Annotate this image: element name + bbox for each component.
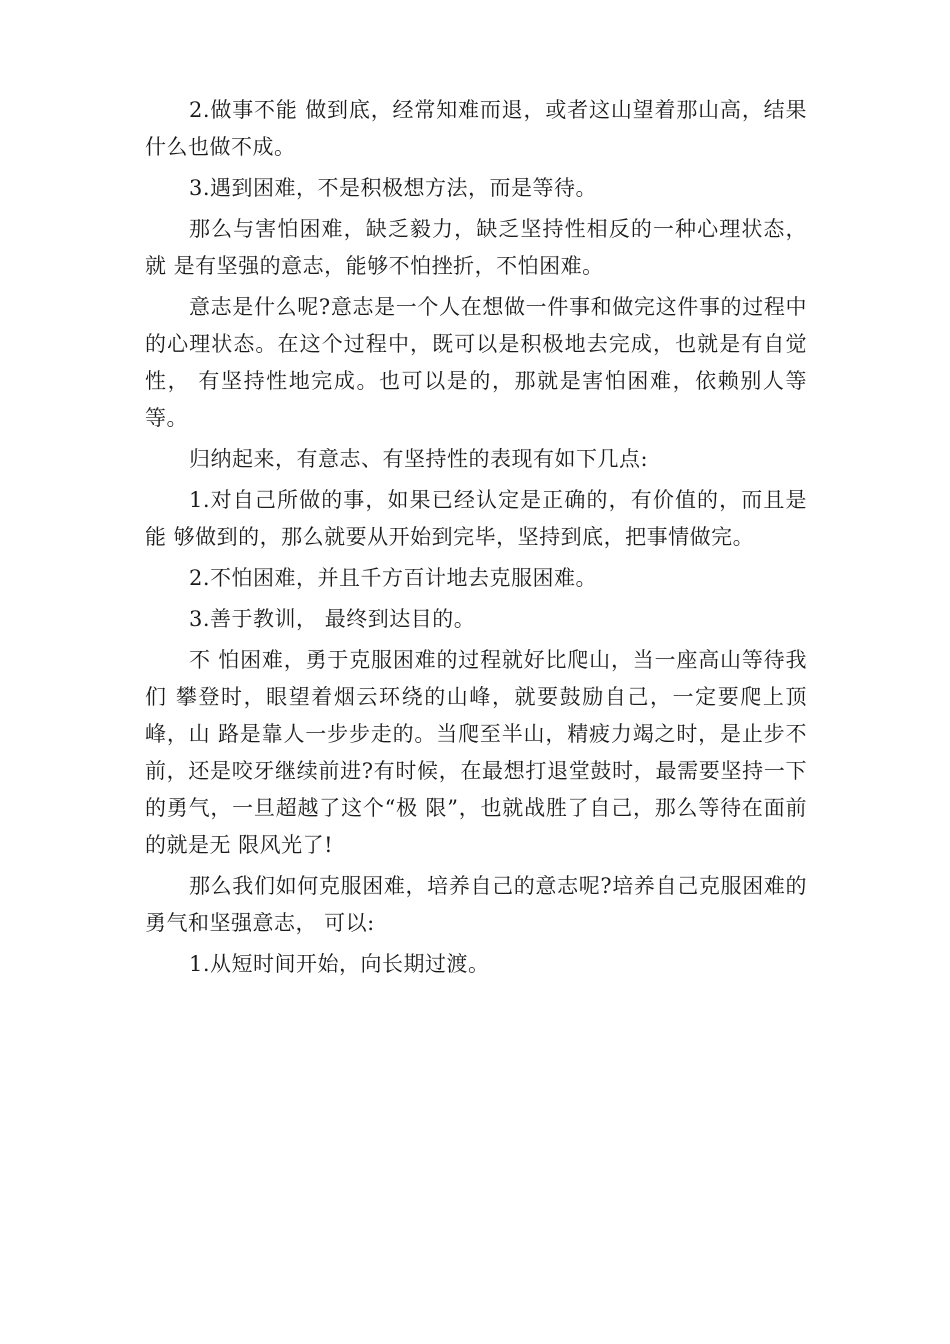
paragraph: 1.对自己所做的事，如果已经认定是正确的，有价值的，而且是能 够做到的，那么就要从开始到完毕，坚持到底，把事情做完。 xyxy=(145,488,807,549)
document-body xyxy=(145,92,815,987)
paragraph: 1.从短时间开始，向长期过渡。 xyxy=(189,952,490,976)
paragraph: 2.不怕困难，并且千方百计地去克服困难。 xyxy=(189,566,598,590)
paragraph: 不 怕困难，勇于克服困难的过程就好比爬山，当一座高山等待我们 攀登时，眼望着烟云环绕的山峰，就要鼓励自己，一定要爬上顶峰，山 路是靠人一步步走的。当爬至半山，精疲力竭之时，是止步不前，还是咬牙继续前进?有时候，在最想打退堂鼓时，最需要坚持一下的勇气，一旦超越了这个“极 限”，也就战胜了自己，那么等待在面前的就是无 限风光了! xyxy=(145,648,807,857)
paragraph: 那么与害怕困难，缺乏毅力，缺乏坚持性相反的一种心理状态，就 是有坚强的意志，能够不怕挫折，不怕困难。 xyxy=(145,217,807,278)
paragraph: 3.遇到困难，不是积极想方法，而是等待。 xyxy=(189,176,598,200)
paragraph: 2.做事不能 做到底，经常知难而退，或者这山望着那山高，结果什么也做不成。 xyxy=(145,98,807,159)
paragraph: 意志是什么呢?意志是一个人在想做一件事和做完这件事的过程中 的心理状态。在这个过程中，既可以是积极地去完成，也就是有自觉性， 有坚持性地完成。也可以是的，那就是害怕困难，依赖别人等等。 xyxy=(145,295,815,430)
paragraph: 那么我们如何克服困难，培养自己的意志呢?培养自己克服困难的勇气和坚强意志， 可以: xyxy=(145,874,807,935)
paragraph: 3.善于教训， 最终到达目的。 xyxy=(189,607,476,631)
paragraph: 归纳起来，有意志、有坚持性的表现有如下几点: xyxy=(189,447,649,471)
